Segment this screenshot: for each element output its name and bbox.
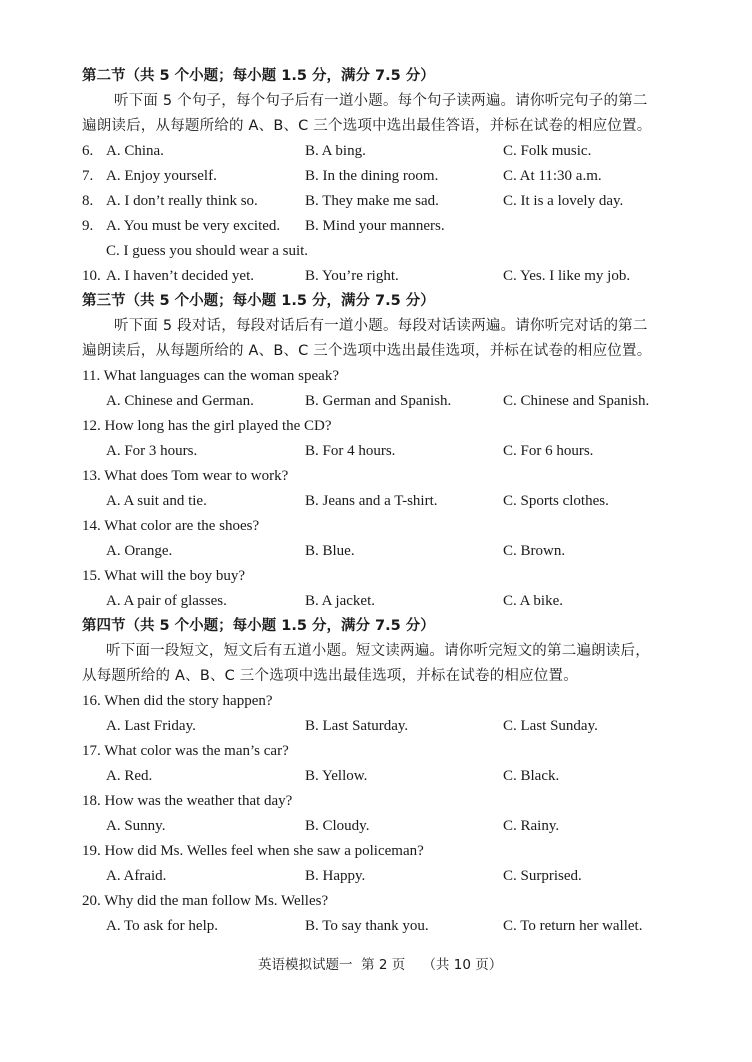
option-a: A. A pair of glasses.	[106, 593, 227, 609]
option-c: C. Brown.	[503, 543, 566, 559]
option-c: C. At 11:30 a.m.	[503, 168, 602, 184]
option-b: B. Jeans and a T-shirt.	[305, 493, 438, 509]
option-a: A. Orange.	[106, 543, 173, 559]
option-b: B. Happy.	[305, 868, 366, 884]
option-b: B. Last Saturday.	[305, 718, 409, 734]
footer-total-pages: （共 10 页）	[422, 957, 503, 973]
question-19-stem: 19. How did Ms. Welles feel when she saw a policeman?	[82, 843, 424, 859]
option-b: B. Yellow.	[305, 768, 368, 784]
footer-page-number: 第 2 页	[361, 957, 406, 973]
section3-instruction-line2: 遍朗读后，从每题所给的 A、B、C 三个选项中选出最佳选项，并标在试卷的相应位置。	[82, 343, 652, 359]
question-20-stem: 20. Why did the man follow Ms. Welles?	[82, 893, 329, 909]
question-number: 10.	[82, 268, 101, 284]
page-footer	[258, 955, 502, 975]
option-a: A. I haven’t decided yet.	[106, 268, 255, 284]
option-b: B. In the dining room.	[305, 168, 439, 184]
section4-header: 第四节（共 5 个小题；每小题 1.5 分，满分 7.5 分）	[82, 618, 435, 634]
option-c: C. Black.	[503, 768, 560, 784]
question-10	[0, 266, 752, 286]
option-a: A. For 3 hours.	[106, 443, 198, 459]
option-b: B. You’re right.	[305, 268, 399, 284]
section2-header: 第二节（共 5 个小题；每小题 1.5 分，满分 7.5 分）	[82, 68, 435, 84]
question-12-stem: 12. How long has the girl played the CD?	[82, 418, 332, 434]
question-13-stem: 13. What does Tom wear to work?	[82, 468, 289, 484]
question-18-options	[0, 816, 752, 836]
option-c: C. Yes. I like my job.	[503, 268, 631, 284]
option-a: A. China.	[106, 143, 164, 159]
option-c: C. Sports clothes.	[503, 493, 609, 509]
option-c: C. Last Sunday.	[503, 718, 598, 734]
question-15-options	[0, 591, 752, 611]
option-a: A. Afraid.	[106, 868, 167, 884]
question-17-stem: 17. What color was the man’s car?	[82, 743, 289, 759]
option-a: A. Red.	[106, 768, 153, 784]
section2-instruction-line1: 听下面 5 个句子，每个句子后有一道小题。每个句子读两遍。请你听完句子的第二	[114, 93, 648, 109]
option-a: A. Sunny.	[106, 818, 166, 834]
option-c: C. I guess you should wear a suit.	[106, 243, 309, 259]
section3-instruction-line1: 听下面 5 段对话，每段对话后有一道小题。每段对话读两遍。请你听完对话的第二	[114, 318, 648, 334]
question-8	[0, 191, 752, 211]
question-11-options	[0, 391, 752, 411]
option-a: A. You must be very excited.	[106, 218, 281, 234]
question-number: 7.	[82, 168, 94, 184]
question-20-options	[0, 916, 752, 936]
option-a: A. To ask for help.	[106, 918, 218, 934]
option-a: A. Enjoy yourself.	[106, 168, 217, 184]
section4-instruction-line1: 听下面一段短文，短文后有五道小题。短文读两遍。请你听完短文的第二遍朗读后，	[106, 643, 650, 659]
question-11-stem: 11. What languages can the woman speak?	[82, 368, 339, 384]
question-6	[0, 141, 752, 161]
option-c: C. Surprised.	[503, 868, 582, 884]
section4-instruction-line2: 从每题所给的 A、B、C 三个选项中选出最佳选项，并标在试卷的相应位置。	[82, 668, 578, 684]
option-a: A. I don’t really think so.	[106, 193, 258, 209]
section2-instruction-line2: 遍朗读后，从每题所给的 A、B、C 三个选项中选出最佳答语，并标在试卷的相应位置。	[82, 118, 652, 134]
option-b: B. A jacket.	[305, 593, 375, 609]
question-number: 6.	[82, 143, 94, 159]
option-c: C. For 6 hours.	[503, 443, 594, 459]
question-19-options	[0, 866, 752, 886]
question-14-options	[0, 541, 752, 561]
question-7	[0, 166, 752, 186]
option-b: B. German and Spanish.	[305, 393, 452, 409]
option-b: B. Blue.	[305, 543, 355, 559]
question-17-options	[0, 766, 752, 786]
option-b: B. Cloudy.	[305, 818, 370, 834]
option-a: A. A suit and tie.	[106, 493, 207, 509]
option-c: C. Rainy.	[503, 818, 560, 834]
option-c: C. To return her wallet.	[503, 918, 643, 934]
option-c: C. Chinese and Spanish.	[503, 393, 650, 409]
question-13-options	[0, 491, 752, 511]
option-a: A. Chinese and German.	[106, 393, 254, 409]
question-9	[0, 216, 752, 236]
option-c: C. Folk music.	[503, 143, 592, 159]
question-16-options	[0, 716, 752, 736]
question-18-stem: 18. How was the weather that day?	[82, 793, 293, 809]
option-c: C. A bike.	[503, 593, 564, 609]
question-9-continued	[0, 241, 752, 261]
option-c: C. It is a lovely day.	[503, 193, 624, 209]
option-a: A. Last Friday.	[106, 718, 196, 734]
option-b: B. To say thank you.	[305, 918, 429, 934]
question-15-stem: 15. What will the boy buy?	[82, 568, 246, 584]
option-b: B. For 4 hours.	[305, 443, 396, 459]
question-number: 8.	[82, 193, 94, 209]
option-b: B. Mind your manners.	[305, 218, 445, 234]
question-12-options	[0, 441, 752, 461]
option-b: B. A bing.	[305, 143, 366, 159]
question-number: 9.	[82, 218, 94, 234]
option-b: B. They make me sad.	[305, 193, 439, 209]
question-16-stem: 16. When did the story happen?	[82, 693, 273, 709]
footer-title: 英语模拟试题一	[258, 957, 353, 973]
question-14-stem: 14. What color are the shoes?	[82, 518, 260, 534]
section3-header: 第三节（共 5 个小题；每小题 1.5 分，满分 7.5 分）	[82, 293, 435, 309]
